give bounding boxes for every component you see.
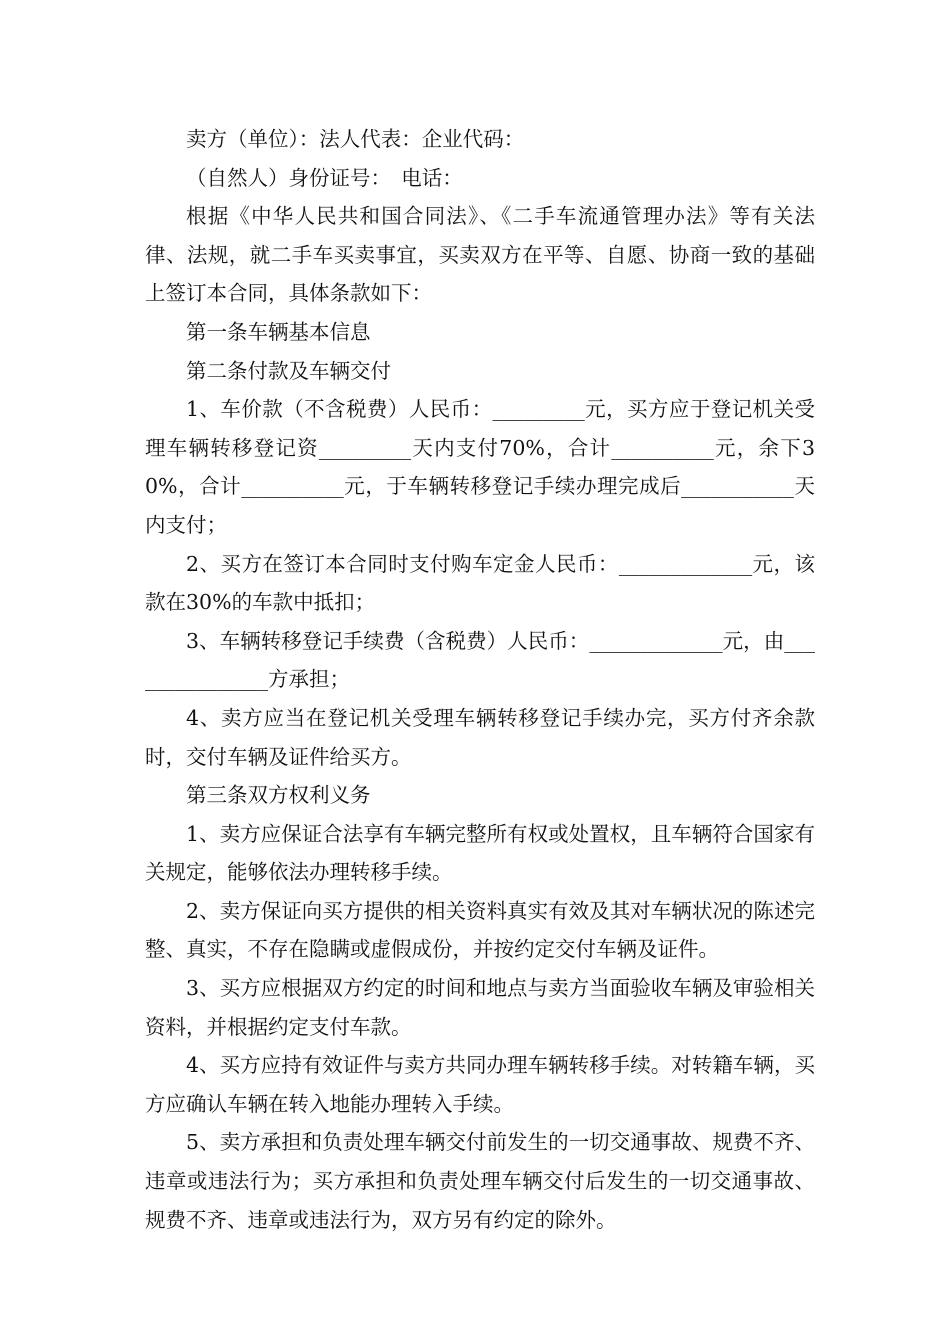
article-2-clause-2: 2、买方在签订本合同时支付购车定金人民币：_____________元，该款在30%的车款中抵扣； bbox=[145, 551, 815, 615]
article-2-clause-1: 1、车价款（不含税费）人民币：_________元，买方应于登记机关受理车辆转移登记资_________天内支付70%，合计__________元，余下30%，合计__________元，于车辆转移登记手续办理完成后___________天内支付； bbox=[145, 397, 815, 537]
article-2-clause-3: 3、车辆转移登记手续费（含税费）人民币：_____________元，由_______________方承担； bbox=[145, 628, 815, 692]
article-2-clause-4: 4、卖方应当在登记机关受理车辆转移登记手续办完，买方付齐余款时，交付车辆及证件给买方。 bbox=[145, 705, 815, 769]
article-3-clause-2: 2、卖方保证向买方提供的相关资料真实有效及其对车辆状况的陈述完整、真实，不存在隐瞒或虚假成份，并按约定交付车辆及证件。 bbox=[145, 898, 815, 962]
article-3-clause-3: 3、买方应根据双方约定的时间和地点与卖方当面验收车辆及审验相关资料，并根据约定支付车款。 bbox=[145, 976, 815, 1039]
article-3-clause-5: 5、卖方承担和负责处理车辆交付前发生的一切交通事故、规费不齐、违章或违法行为；买方承担和负责处理车辆交付后发生的一切交通事故、规费不齐、违章或违法行为，双方另有约定的除外。 bbox=[145, 1130, 815, 1232]
document-body bbox=[145, 120, 815, 1239]
article-3-clause-4: 4、买方应持有效证件与卖方共同办理车辆转移手续。对转籍车辆，买方应确认车辆在转入地能办理转入手续。 bbox=[145, 1053, 815, 1116]
article-3-clause-1: 1、卖方应保证合法享有车辆完整所有权或处置权，且车辆符合国家有关规定，能够依法办理转移手续。 bbox=[145, 821, 815, 885]
article-2-heading: 第二条付款及车辆交付 bbox=[186, 358, 391, 383]
contract-preamble: 根据《中华人民共和国合同法》、《二手车流通管理办法》等有关法律、法规，就二手车买卖事宜，买卖双方在平等、自愿、协商一致的基础上签订本合同，具体条款如下： bbox=[145, 204, 815, 306]
seller-info-line: 卖方（单位）：法人代表：企业代码： bbox=[186, 127, 525, 151]
article-1-heading: 第一条车辆基本信息 bbox=[186, 319, 371, 344]
article-3-heading: 第三条双方权利义务 bbox=[186, 783, 371, 808]
natural-person-info-line: （自然人）身份证号： 电话： bbox=[186, 165, 463, 190]
